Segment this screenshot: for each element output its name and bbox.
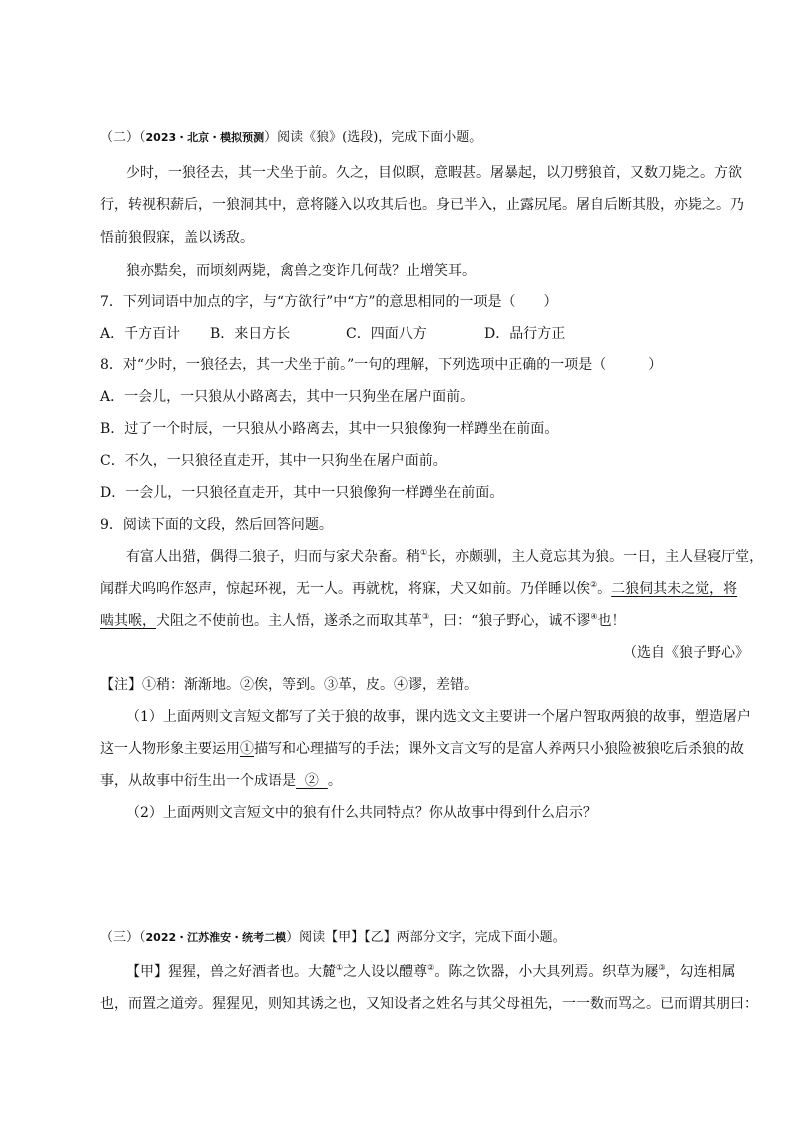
text: 事，从故事中衍生出一个成语是 bbox=[100, 773, 296, 789]
passage-line: 悟前狼假寐，盖以诱敌。 bbox=[100, 230, 254, 246]
question-7-stem: 7．下列词语中加点的字，与“方欲行”中“方”的意思相同的一项是（ ） bbox=[100, 294, 558, 310]
heading-suffix: ）阅读【甲】【乙】两部分文字，完成下面小题。 bbox=[286, 930, 566, 945]
q9-passage-line bbox=[100, 579, 737, 599]
passage-line: 少时，一狼径去，其一犬坐于前。久之，目似瞑，意暇甚。屠暴起，以刀劈狼首，又数刀毙之。方欲 bbox=[126, 165, 742, 181]
annotation-note: 【注】①稍：渐渐地。②俟，等到。③革，皮。④谬，差错。 bbox=[100, 677, 478, 693]
text: 。陈之饮器，小大具列焉。织草为屦 bbox=[434, 964, 659, 980]
answer-blank-1: ① bbox=[240, 741, 254, 757]
text: 闻群犬呜呜作怒声，惊起环视，无一人。再就枕，将寐，犬又如前。乃佯睡以俟 bbox=[100, 581, 590, 597]
text: 长，亦颇驯，主人竟忘其为狼。一日，主人昼寝厅堂， bbox=[427, 549, 764, 565]
footnote-ref: ① bbox=[336, 963, 344, 972]
option-d: D．品行方正 bbox=[484, 326, 566, 342]
heading-prefix: （三）（ bbox=[100, 930, 146, 945]
question-8-option: D．一会儿，一只狼径直走开，其中一只狼像狗一样蹲坐在前面。 bbox=[100, 485, 504, 501]
heading-prefix: （二）（ bbox=[100, 130, 146, 145]
footnote-ref: ④ bbox=[590, 612, 598, 621]
sub-question-1: （1）上面两则文言短文都写了关于狼的故事，课内选文文主要讲一个屠户智取两狼的故事，塑造屠户 bbox=[126, 709, 751, 725]
sub-question-1-line3 bbox=[100, 771, 342, 791]
answer-blank-2: ② bbox=[296, 773, 328, 789]
text: 【甲】猩猩，兽之好酒者也。大麓 bbox=[126, 964, 336, 980]
source-citation: （选自《狼子野心》 bbox=[623, 645, 749, 661]
q9-passage-line bbox=[126, 547, 763, 567]
option-c: C．四面八方 bbox=[346, 326, 427, 342]
question-8-stem: 8．对“少时，一狼径去，其一犬坐于前。”一句的理解，下列选项中正确的一项是（ ） bbox=[100, 357, 663, 373]
source-tag: 2023・北京・模拟预测 bbox=[145, 131, 265, 144]
text: 。 bbox=[597, 581, 612, 597]
q9-passage-line bbox=[100, 611, 626, 631]
passage-line: 行，转视积薪后，一狼洞其中，意将隧入以攻其后也。身已半入，止露尻尾。屠自后断其股，亦毙之。乃 bbox=[100, 197, 744, 213]
section3-heading bbox=[100, 928, 566, 948]
text: 犬阻之不使前也。主人悟，遂杀之而取其革 bbox=[156, 613, 422, 629]
option-a: A．千方百计 bbox=[100, 326, 181, 342]
text: 有富人出猎，偶得二狼子，归而与家犬杂畜。稍 bbox=[126, 549, 420, 565]
source-tag: 2022・江苏淮安・统考二模 bbox=[145, 931, 287, 944]
text: 描写和心理描写的手法；课外文言文写的是富人养两只小狼险被狼吃后杀狼的故 bbox=[254, 741, 744, 757]
question-8-option: C．不久，一只狼径直走开，其中一只狗坐在屠户面前。 bbox=[100, 453, 447, 469]
question-8-option: B．过了一个时辰，一只狼从小路离去，其中一只狼像狗一样蹲坐在前面。 bbox=[100, 421, 559, 437]
question-8-option: A．一会儿，一只狼从小路离去，其中一只狗坐在屠户面前。 bbox=[100, 389, 475, 405]
underlined-sentence: 二狼伺其未之觉，将 bbox=[611, 581, 738, 597]
section3-passage-line bbox=[126, 962, 736, 982]
text: 也！ bbox=[597, 613, 626, 629]
footnote-ref: ② bbox=[590, 580, 598, 589]
section3-passage-line: 也，而置之道旁。猩猩见，则知其诱之也，又知设者之姓名与其父母祖先，一一数而骂之。已而谓其朋曰： bbox=[100, 996, 758, 1012]
text: 这一人物形象主要运用 bbox=[100, 741, 240, 757]
heading-suffix: ）阅读《狼》(选段)，完成下面小题。 bbox=[264, 130, 483, 145]
question-9-stem: 9．阅读下面的文段，然后回答问题。 bbox=[100, 517, 333, 533]
footnote-ref: ① bbox=[420, 548, 428, 557]
text: ，曰：“狼子野心，诚不谬 bbox=[429, 613, 591, 629]
section2-heading bbox=[100, 128, 482, 148]
passage-line: 狼亦黠矣，而顷刻两毙，禽兽之变诈几何哉？止增笑耳。 bbox=[126, 263, 476, 279]
underlined-sentence: 啮其喉， bbox=[100, 613, 156, 629]
text: 之人设以醴尊 bbox=[343, 964, 428, 980]
question-7-options bbox=[100, 324, 565, 344]
sub-question-2: （2）上面两则文言短文中的狼有什么共同特点？你从故事中得到什么启示？ bbox=[126, 805, 597, 821]
footnote-ref: ② bbox=[427, 963, 435, 972]
text: ，勾连相属 bbox=[665, 964, 736, 980]
footnote-ref: ③ bbox=[658, 963, 666, 972]
footnote-ref: ③ bbox=[422, 612, 430, 621]
sub-question-1-line2 bbox=[100, 739, 744, 759]
text: 。 bbox=[327, 773, 342, 789]
option-b: B．来日方长 bbox=[210, 326, 291, 342]
